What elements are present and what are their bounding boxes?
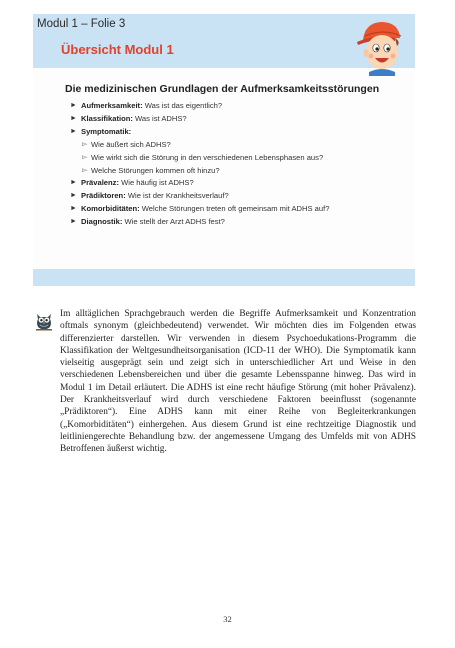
page-number: 32 [223, 614, 232, 624]
list-item: ► Klassifikation: Was ist ADHS? [69, 113, 329, 126]
slide-panel [33, 14, 415, 286]
arrow-bullet-icon: ► [70, 179, 77, 187]
slide-footer-band [33, 269, 415, 286]
topic-list [69, 100, 329, 229]
body-paragraph: Im alltäglichen Sprachgebrauch werden die Begriffe Aufmerksamkeit und Konzentration oftmals synonym (gleichbedeutend) verwendet. Wir möchten dies im Folgenden etwas differenzierter darstellen. Wir verwenden in diesem Psychoedukations-Programm die Klassifikation der Weltgesundheitsorganisation (ICD-11 der WHO). Die Symptomatik kann vielseitig ausgeprägt sein und zeigt sich in unterschiedlicher Art und Weise in den verschiedenen Lebensbereichen und über die gesamte Lebensspanne hinweg. Das wird in Modul 1 im Detail erläutert. Die ADHS ist eine recht häufige Störung (mit hoher Prävalenz). Der Krankheitsverlauf wird durch verschiedene Faktoren beeinflusst (sogenannte „Prädiktoren“). Eine ADHS kann mit einer Reihe von Begleiterkrankungen („Komorbiditäten“) einhergehen. Aus diesem Grund ist eine rechtzeitige Diagnostik und leitliniengerechte Behandlung bzw. der angemessene Umgang des Umfelds mit von ADHS Betroffenen äußerst wichtig. [60, 309, 416, 455]
slide-label: Modul 1 – Folie 3 [37, 18, 126, 30]
list-item: ► Komorbiditäten: Welche Störungen treten oft gemeinsam mit ADHS auf? [69, 203, 329, 216]
slide-title: Übersicht Modul 1 [61, 42, 174, 57]
list-subitem: ▻ Welche Störungen kommen oft hinzu? [69, 165, 329, 178]
slide-content-heading: Die medizinischen Grundlagen der Aufmerksamkeitsstörungen [65, 83, 380, 95]
arrow-bullet-icon: ► [70, 114, 77, 122]
hollow-arrow-bullet-icon: ▻ [82, 140, 88, 148]
list-subitem: ▻ Wie äußert sich ADHS? [69, 139, 329, 152]
list-subitem: ▻ Wie wirkt sich die Störung in den verschiedenen Lebensphasen aus? [69, 152, 329, 165]
arrow-bullet-icon: ► [70, 192, 77, 200]
cartoon-boy-with-cap-icon [355, 16, 407, 76]
arrow-bullet-icon: ► [70, 205, 77, 213]
list-item: ► Prädiktoren: Wie ist der Krankheitsverlauf? [69, 190, 329, 203]
list-item: ► Prävalenz: Wie häufig ist ADHS? [69, 177, 329, 190]
arrow-bullet-icon: ► [70, 102, 77, 109]
hollow-arrow-bullet-icon: ▻ [82, 153, 88, 161]
list-item: ► Aufmerksamkeit: Was ist das eigentlich? [69, 100, 329, 113]
list-item: ► Diagnostik: Wie stellt der Arzt ADHS fest? [69, 216, 329, 229]
owl-icon [34, 310, 54, 332]
arrow-bullet-icon: ► [70, 127, 77, 135]
arrow-bullet-icon: ► [70, 218, 77, 226]
list-item: ► Symptomatik: [69, 126, 329, 139]
hollow-arrow-bullet-icon: ▻ [82, 166, 88, 174]
